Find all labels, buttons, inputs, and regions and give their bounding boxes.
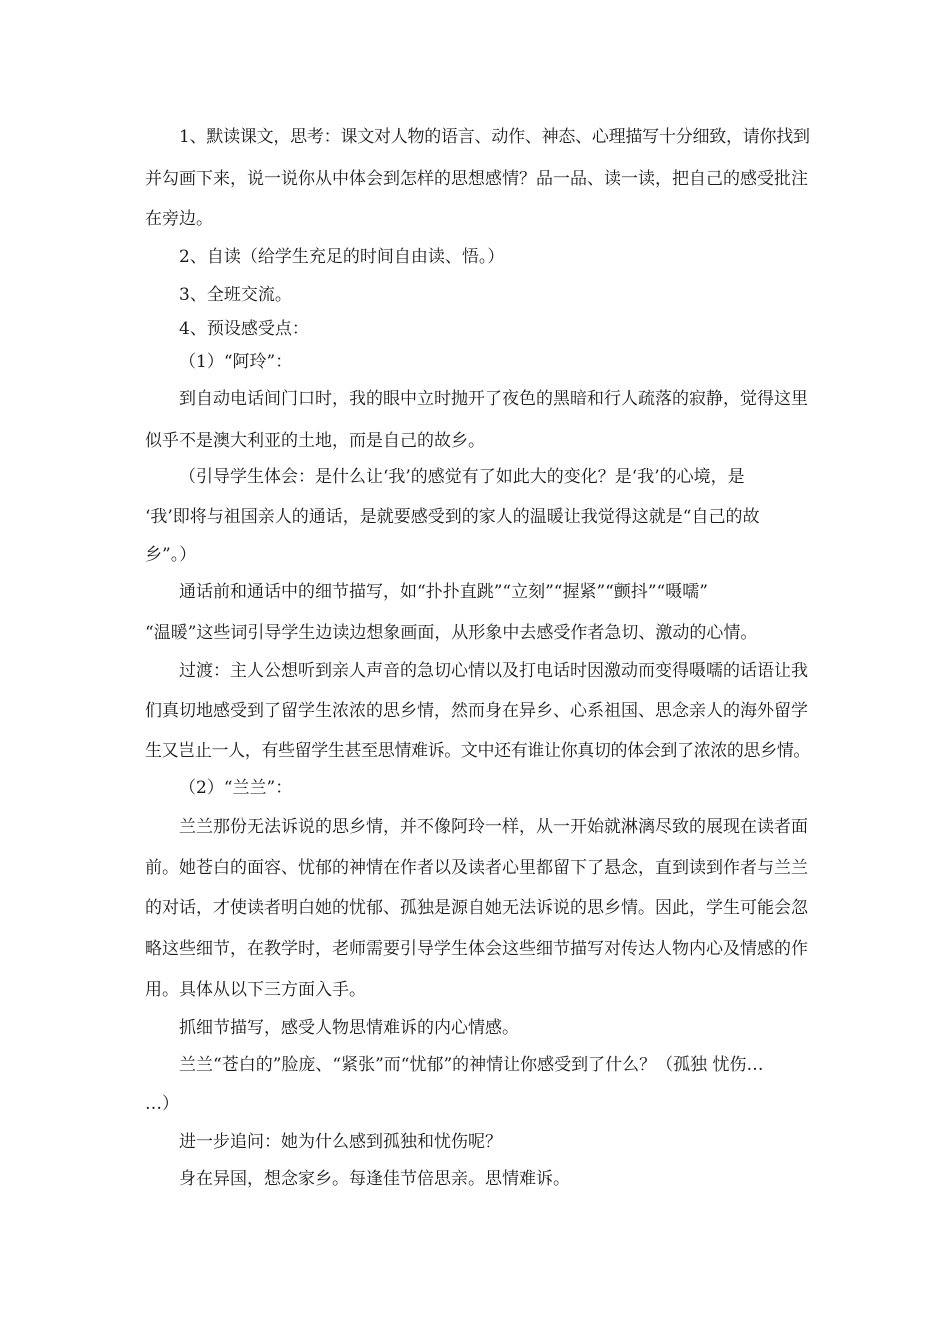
body-text-line: 到自动电话间门口时，我的眼中立时抛开了夜色的黑暗和行人疏落的寂静，觉得这里 — [179, 389, 808, 409]
body-text-line: 抓细节描写，感受人物思情难诉的内心情感。 — [179, 1018, 519, 1038]
body-text-line: 身在异国，想念家乡。每逢佳节倍思亲。思情难诉。 — [179, 1169, 570, 1189]
list-item: 2、自读（给学生充足的时间自由读、悟。） — [179, 247, 505, 267]
body-text-line: 兰兰那份无法诉说的思乡情，并不像阿玲一样，从一开始就淋漓尽致的展现在读者面 — [179, 817, 808, 837]
body-text-line: 的对话，才使读者明白她的忧郁、孤独是源自她无法诉说的思乡情。因此，学生可能会忽 — [145, 898, 808, 918]
body-text-line: 乡”。） — [145, 545, 197, 565]
body-text-line: 并勾画下来，说一说你从中体会到怎样的思想感情？品一品、读一读，把自己的感受批注 — [145, 169, 808, 189]
body-text-line: …） — [145, 1094, 179, 1114]
body-text-line: 前。她苍白的面容、忧郁的神情在作者以及读者心里都留下了悬念，直到读到作者与兰兰 — [145, 858, 808, 878]
body-text-line: “温暖”这些词引导学生边读边想象画面，从形象中去感受作者急切、激动的心情。 — [145, 623, 758, 643]
list-item: 4、预设感受点： — [179, 319, 309, 339]
subheading: （2）“兰兰”： — [179, 778, 293, 798]
body-text-line: 用。具体从以下三方面入手。 — [145, 980, 366, 1000]
body-text-line: ‘我’即将与祖国亲人的通话，是就要感受到的家人的温暖让我觉得这就是“自己的故 — [145, 507, 760, 527]
subheading: （1）“阿玲”： — [179, 352, 293, 372]
body-text-line: 过渡：主人公想听到亲人声音的急切心情以及打电话时因激动而变得嗫嚅的话语让我 — [179, 661, 808, 681]
body-text-line: 兰兰“苍白的”脸庞、“紧张”而“忧郁”的神情让你感受到了什么？（孤独 忧伤… — [179, 1055, 764, 1075]
body-text-line: 略这些细节，在教学时，老师需要引导学生体会这些细节描写对传达人物内心及情感的作 — [145, 939, 808, 959]
list-item: 3、全班交流。 — [179, 285, 292, 305]
body-text-line: 在旁边。 — [145, 209, 213, 229]
body-text-line: 进一步追问：她为什么感到孤独和忧伤呢？ — [179, 1132, 502, 1152]
body-text-line: 们真切地感受到了留学生浓浓的思乡情，然而身在异乡、心系祖国、思念亲人的海外留学 — [145, 701, 808, 721]
body-text-line: 1、默读课文，思考：课文对人物的语言、动作、神态、心理描写十分细致，请你找到 — [179, 127, 810, 147]
body-text-line: 生又岂止一人，有些留学生甚至思情难诉。文中还有谁让你真切的体会到了浓浓的思乡情。 — [145, 741, 810, 761]
body-text-line: （引导学生体会：是什么让‘我’的感觉有了如此大的变化？是‘我’的心境，是 — [179, 467, 745, 487]
body-text-line: 通话前和通话中的细节描写，如“扑扑直跳”“立刻”“握紧”“颤抖”“嗫嚅” — [179, 582, 708, 602]
body-text-line: 似乎不是澳大利亚的土地，而是自己的故乡。 — [145, 431, 485, 451]
